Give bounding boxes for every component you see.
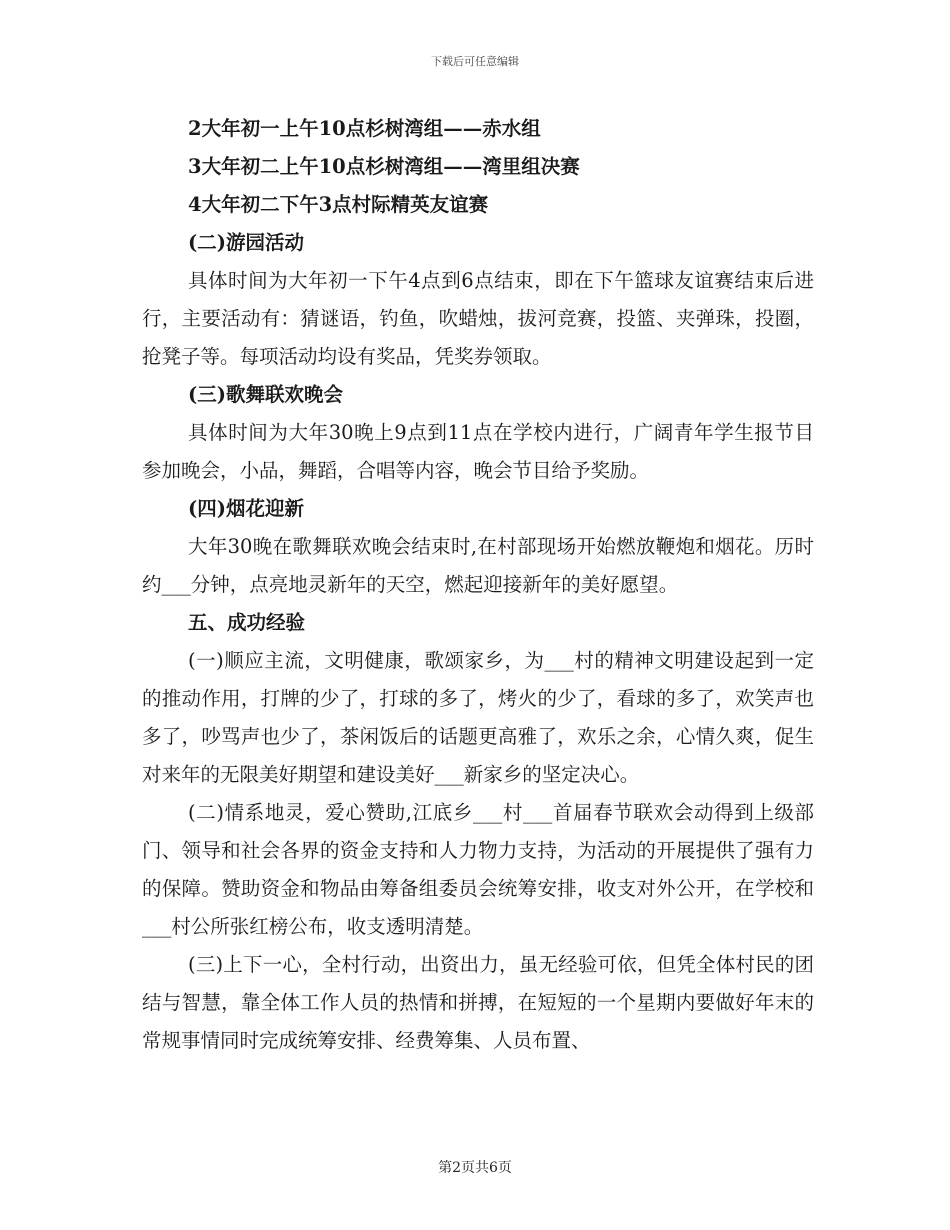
schedule-line-2: 2大年初一上午10点杉树湾组——赤水组 [188,117,541,140]
heading-gala: (三)歌舞联欢晚会 [188,383,343,406]
page-header-watermark: 下载后可任意编辑 [431,55,519,68]
schedule-line-4: 4大年初二下午3点村际精英友谊赛 [188,193,489,216]
paragraph-fireworks: 大年30晚在歌舞联欢晚会结束时,在村部现场开始燃放鞭炮和烟花。历时约___分钟，点亮地灵新年的天空，燃起迎接新年的美好愿望。 [142,535,814,596]
page-footer-number: 第2页共6页 [438,1160,512,1176]
document-body [142,110,814,1060]
paragraph-gala: 具体时间为大年30晚上9点到11点在学校内进行，广阔青年学生报节目参加晚会，小品，舞蹈，合唱等内容，晚会节目给予奖励。 [142,421,814,482]
heading-success-experience: 五、成功经验 [188,611,306,634]
paragraph-experience-3: (三)上下一心，全村行动，出资出力，虽无经验可依，但凭全体村民的团结与智慧，靠全体工作人员的热情和拼搏，在短短的一个星期内要做好年末的常规事情同时完成统筹安排、经费筹集、人员布置、 [142,953,814,1052]
schedule-line-3: 3大年初二上午10点杉树湾组——湾里组决赛 [188,155,580,178]
paragraph-garden-activities: 具体时间为大年初一下午4点到6点结束，即在下午篮球友谊赛结束后进行，主要活动有：猜谜语，钓鱼，吹蜡烛，拔河竞赛，投篮、夹弹珠，投圈，抢凳子等。每项活动均设有奖品，凭奖券领取。 [142,269,814,368]
paragraph-experience-1: (一)顺应主流，文明健康，歌颂家乡，为___村的精神文明建设起到一定的推动作用，打牌的少了，打球的多了，烤火的少了，看球的多了，欢笑声也多了，吵骂声也少了，茶闲饭后的话题更高雅了，欢乐之余，心情久爽，促生对来年的无限美好期望和建设美好___新家乡的坚定决心。 [142,649,814,786]
heading-garden-activities: (二)游园活动 [188,231,304,254]
paragraph-experience-2: (二)情系地灵，爱心赞助,江底乡___村___首届春节联欢会动得到上级部门、领导和社会各界的资金支持和人力物力支持，为活动的开展提供了强有力的保障。赞助资金和物品由筹备组委员会统筹安排，收支对外公开，在学校和___村公所张红榜公布，收支透明清楚。 [142,801,814,938]
heading-fireworks: (四)烟花迎新 [188,497,304,520]
